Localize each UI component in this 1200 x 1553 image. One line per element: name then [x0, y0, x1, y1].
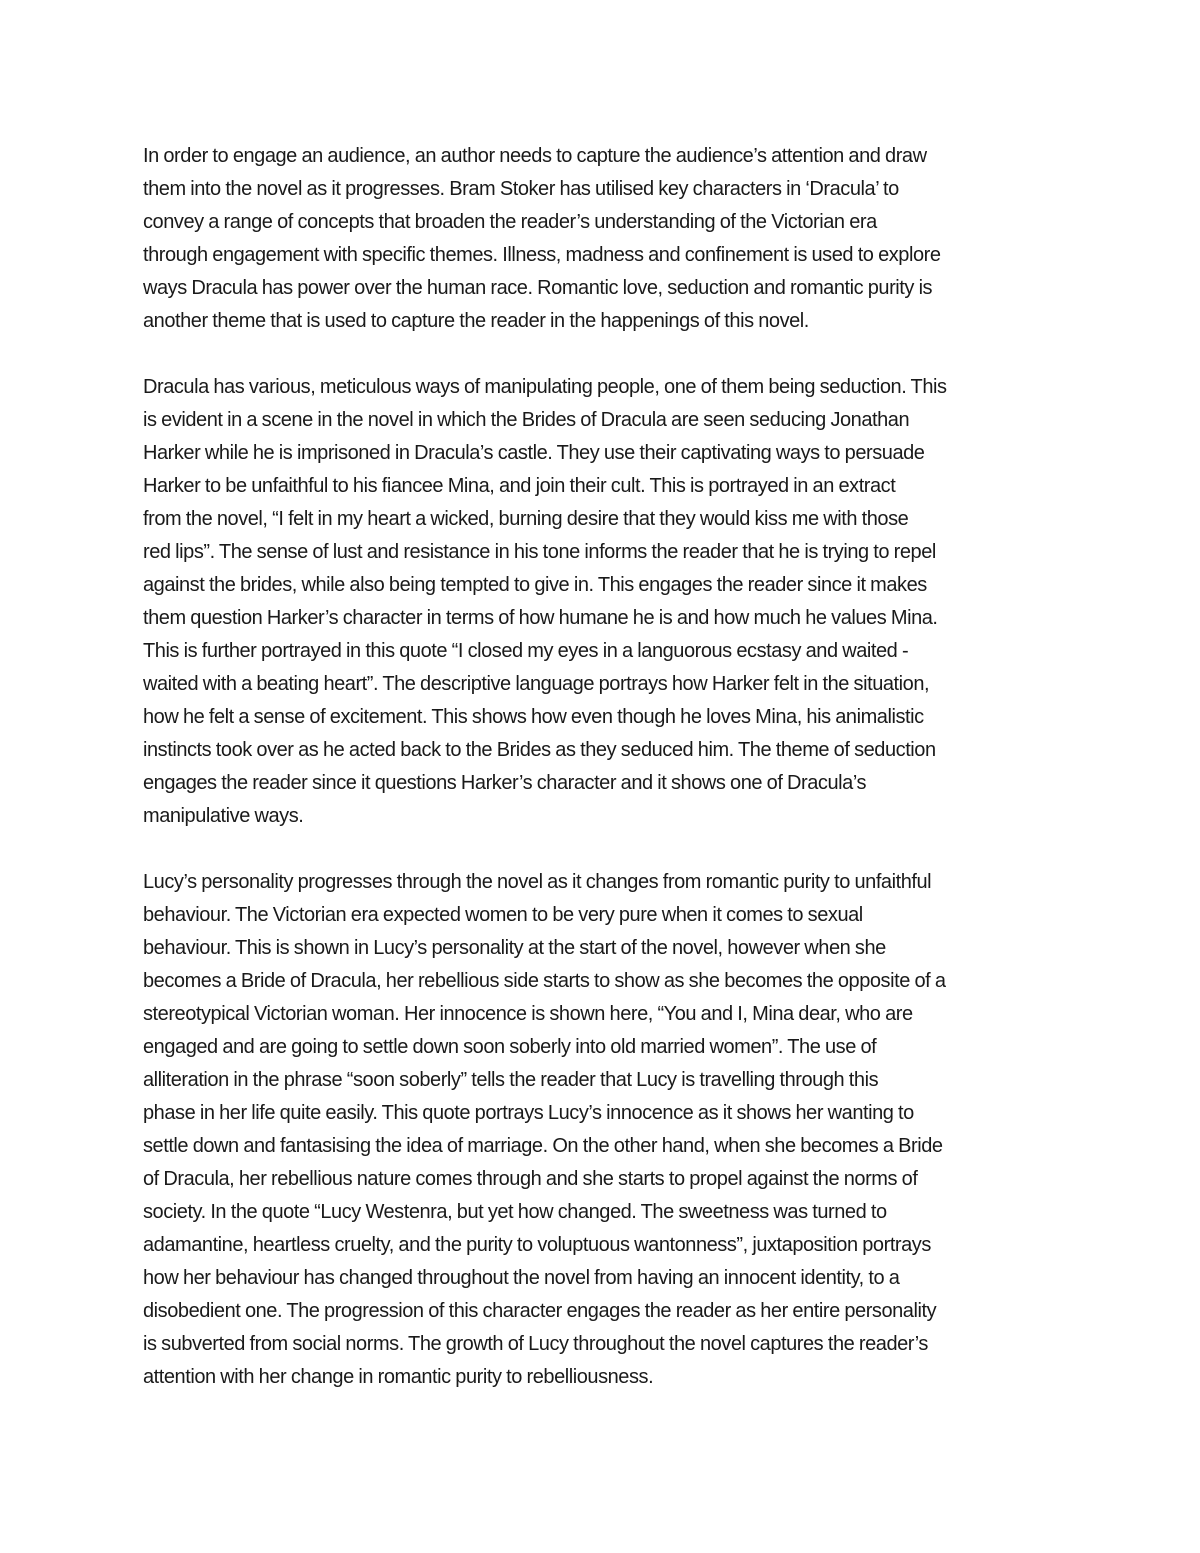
- text-line: behaviour. This is shown in Lucy’s personality at the start of the novel, however when she: [143, 937, 886, 959]
- text-line: them question Harker’s character in terms of how humane he is and how much he values Mina.: [143, 607, 938, 629]
- text-line: behaviour. The Victorian era expected women to be very pure when it comes to sexual: [143, 904, 863, 926]
- text-line: In order to engage an audience, an author needs to capture the audience’s attention and draw: [143, 145, 927, 167]
- text-line: how her behaviour has changed throughout the novel from having an innocent identity, to a: [143, 1267, 900, 1289]
- text-line: phase in her life quite easily. This quote portrays Lucy’s innocence as it shows her wanting to: [143, 1102, 914, 1124]
- text-line: them into the novel as it progresses. Bram Stoker has utilised key characters in ‘Dracula’ to: [143, 178, 899, 200]
- text-line: another theme that is used to capture the reader in the happenings of this novel.: [143, 310, 809, 332]
- text-line: red lips”. The sense of lust and resistance in his tone informs the reader that he is trying to repel: [143, 541, 936, 563]
- text-line: This is further portrayed in this quote “I closed my eyes in a languorous ecstasy and waited -: [143, 640, 909, 662]
- text-line: ways Dracula has power over the human race. Romantic love, seduction and romantic purity is: [143, 277, 933, 299]
- text-line: is subverted from social norms. The growth of Lucy throughout the novel captures the reader’s: [143, 1333, 928, 1355]
- paragraph-introduction: [143, 140, 1061, 338]
- text-line: adamantine, heartless cruelty, and the purity to voluptuous wantonness”, juxtaposition portrays: [143, 1234, 931, 1256]
- text-line: alliteration in the phrase “soon soberly” tells the reader that Lucy is travelling through this: [143, 1069, 879, 1091]
- text-line: Harker while he is imprisoned in Dracula’s castle. They use their captivating ways to persuade: [143, 442, 925, 464]
- text-line: becomes a Bride of Dracula, her rebellious side starts to show as she becomes the opposite of a: [143, 970, 946, 992]
- text-line: Harker to be unfaithful to his fiancee Mina, and join their cult. This is portrayed in an extract: [143, 475, 896, 497]
- text-line: Lucy’s personality progresses through the novel as it changes from romantic purity to unfaithful: [143, 871, 932, 893]
- text-line: of Dracula, her rebellious nature comes through and she starts to propel against the norms of: [143, 1168, 918, 1190]
- text-line: engages the reader since it questions Harker’s character and it shows one of Dracula’s: [143, 772, 867, 794]
- text-line: is evident in a scene in the novel in which the Brides of Dracula are seen seducing Jonathan: [143, 409, 910, 431]
- text-line: society. In the quote “Lucy Westenra, but yet how changed. The sweetness was turned to: [143, 1201, 887, 1223]
- text-line: against the brides, while also being tempted to give in. This engages the reader since it makes: [143, 574, 927, 596]
- text-line: through engagement with specific themes. Illness, madness and confinement is used to explore: [143, 244, 941, 266]
- text-line: disobedient one. The progression of this character engages the reader as her entire personality: [143, 1300, 937, 1322]
- text-line: Dracula has various, meticulous ways of manipulating people, one of them being seduction. This: [143, 376, 947, 398]
- text-line: settle down and fantasising the idea of marriage. On the other hand, when she becomes a Bride: [143, 1135, 943, 1157]
- paragraph-seduction: [143, 371, 1061, 833]
- text-line: stereotypical Victorian woman. Her innocence is shown here, “You and I, Mina dear, who are: [143, 1003, 913, 1025]
- text-line: waited with a beating heart”. The descriptive language portrays how Harker felt in the situation,: [143, 673, 930, 695]
- text-line: attention with her change in romantic purity to rebelliousness.: [143, 1366, 654, 1388]
- text-line: how he felt a sense of excitement. This shows how even though he loves Mina, his animalistic: [143, 706, 924, 728]
- text-line: engaged and are going to settle down soon soberly into old married women”. The use of: [143, 1036, 877, 1058]
- text-line: convey a range of concepts that broaden the reader’s understanding of the Victorian era: [143, 211, 877, 233]
- essay-body: [143, 140, 1061, 1394]
- text-line: from the novel, “I felt in my heart a wicked, burning desire that they would kiss me with those: [143, 508, 909, 530]
- text-line: manipulative ways.: [143, 805, 304, 827]
- paragraph-lucy: [143, 866, 1061, 1394]
- text-line: instincts took over as he acted back to the Brides as they seduced him. The theme of seduction: [143, 739, 936, 761]
